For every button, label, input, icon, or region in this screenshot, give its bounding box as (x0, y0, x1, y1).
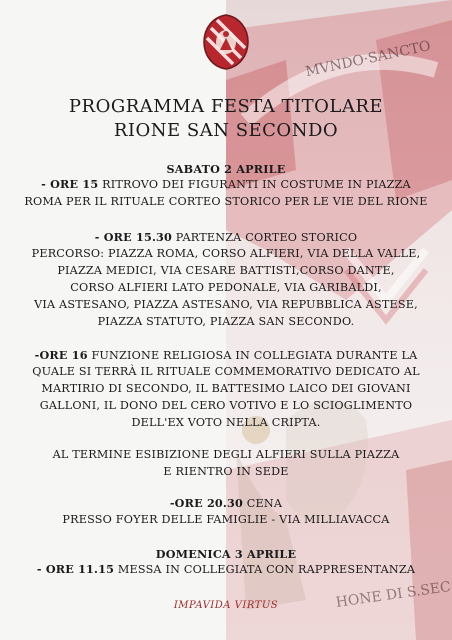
event-ore1115 (0, 562, 452, 577)
percorso-line-2: PIAZZA MEDICI, VIA CESARE BATTISTI,CORSO DANTE, (57, 264, 395, 277)
ore2030-time: -ORE 20.30 (169, 496, 243, 510)
motto: IMPAVIDA VIRTUS (173, 600, 279, 611)
event-ore1530 (0, 230, 452, 245)
title-line-2: RIONE SAN SECONDO (113, 120, 339, 141)
sunday-date: DOMENICA 3 APRILE (155, 547, 297, 561)
ore1115-time: - ORE 11.15 (36, 562, 115, 576)
ore16-line-2: QUALE SI TERRÀ IL RITUALE COMMEMORATIVO DEDICATO AL (32, 365, 420, 378)
ore16-text: FUNZIONE RELIGIOSA IN COLLEGIATA DURANTE LA (87, 349, 418, 362)
title-line-1: PROGRAMMA FESTA TITOLARE (68, 96, 384, 117)
percorso-line-1: PERCORSO: PIAZZA ROMA, CORSO ALFIERI, VIA DELLA VALLE, (31, 247, 421, 260)
termine-line-2: E RIENTRO IN SEDE (163, 465, 289, 478)
ore1115-text: MESSA IN COLLEGIATA CON RAPPRESENTANZA (114, 563, 416, 576)
banner-bottom-text: HONE DI S.SEC (334, 578, 452, 611)
saturday-date: SABATO 2 APRILE (166, 162, 286, 176)
ore15-line-2: ROMA PER IL RITUALE CORTEO STORICO PER LE VIE DEL RIONE (24, 195, 428, 208)
crest-icon (203, 14, 249, 70)
event-ore16 (0, 348, 452, 363)
termine-line-1: AL TERMINE ESIBIZIONE DEGLI ALFIERI SULLA PIAZZA (52, 448, 400, 461)
percorso-line-5: PIAZZA STATUTO, PIAZZA SAN SECONDO. (97, 315, 355, 328)
ore2030-text: CENA (242, 497, 283, 510)
percorso-line-3: CORSO ALFIERI LATO PEDONALE, VIA GARIBALDI, (70, 281, 382, 294)
ore16-line-3: MARTIRIO DI SECONDO, IL BATTESIMO LAICO DEI GIOVANI (41, 382, 411, 395)
ore1530-time: - ORE 15.30 (94, 230, 173, 244)
event-ore2030 (0, 496, 452, 511)
ore15-text: RITROVO DEI FIGURANTI IN COSTUME IN PIAZZA (98, 178, 411, 191)
ore16-line-5: DELL'EX VOTO NELLA CRIPTA. (131, 416, 321, 429)
banner-top-text: MVNDO·SANCTO (304, 38, 433, 81)
ore1530-text: PARTENZA CORTEO STORICO (172, 231, 358, 244)
cena-line-2: PRESSO FOYER DELLE FAMIGLIE - VIA MILLIAVACCA (62, 513, 390, 526)
ore16-line-4: GALLONI, IL DONO DEL CERO VOTIVO E LO SCIOGLIMENTO (39, 399, 413, 412)
event-ore15 (0, 177, 452, 192)
percorso-line-4: VIA ASTESANO, PIAZZA ASTESANO, VIA REPUBBLICA ASTESE, (34, 298, 418, 311)
ore15-time: - ORE 15 (41, 177, 99, 191)
ore16-time: -ORE 16 (34, 348, 88, 362)
